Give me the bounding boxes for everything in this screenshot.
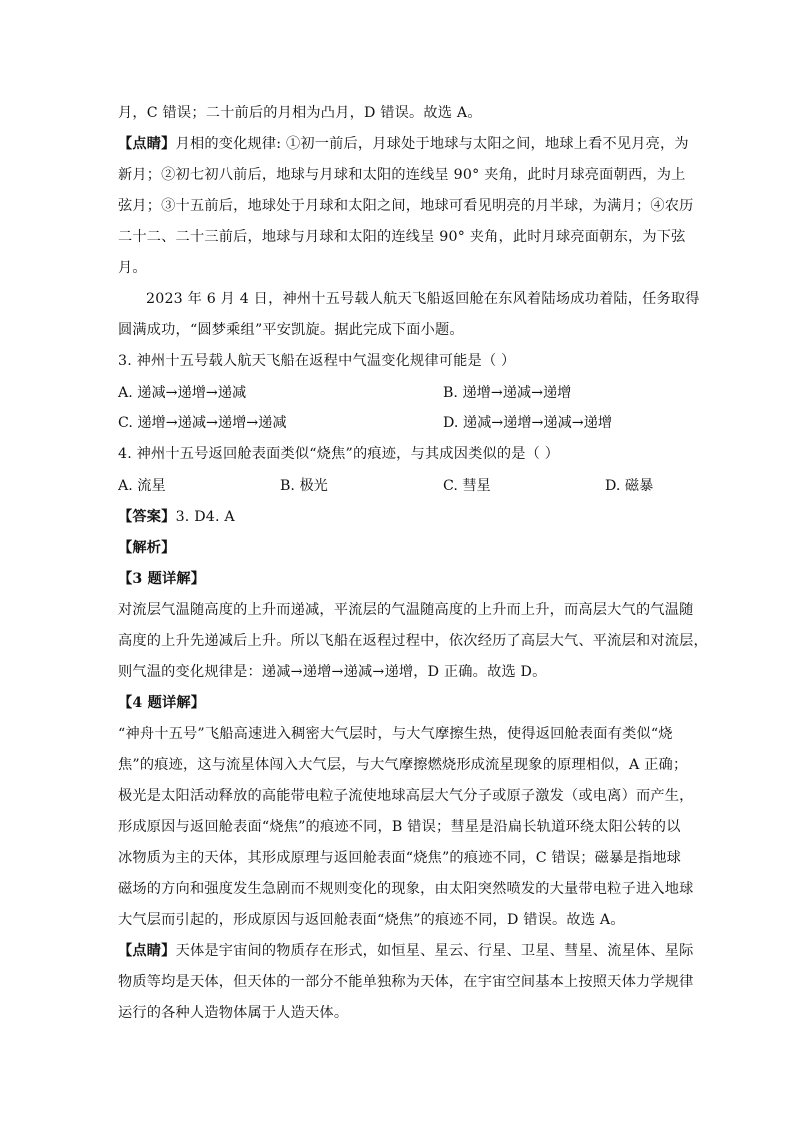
passage-line-1: 2023 年 6 月 4 日，神州十五号载人航天飞船返回舱在东风着陆场成功着陆，任务取得 (146, 291, 700, 307)
answer-line (118, 507, 235, 527)
tip1-text-1: 月相的变化规律: ①初一前后，月球处于地球与太阳之间，地球上看不见月亮，为 (175, 136, 689, 152)
tip1-line-1 (118, 134, 689, 154)
detail-3-line-3: 则气温的变化规律是：递减→递增→递减→递增，D 正确。故选 D。 (118, 664, 547, 680)
detail-4-line-5: 冰物质为主的天体，其形成原理与返回舱表面“烧焦”的痕迹不同，C 错误；磁暴是指地球 (118, 850, 682, 866)
tip1-line-4: 二十二、二十三前后，地球与月球和太阳的连线呈 90° 夹角，此时月球亮面朝东，为下弦 (118, 229, 686, 245)
prev-explanation-line: 月，C 错误；二十前后的月相为凸月，D 错误。故选 A。 (118, 105, 482, 121)
tip1-line-5: 月。 (118, 260, 147, 276)
question-3-option-a: A. 递减→递增→递减 (118, 385, 247, 401)
detail-4-line-2: 焦”的痕迹，这与流星体闯入大气层，与大气摩擦燃烧形成流星现象的原理相似，A 正确； (118, 757, 688, 773)
tip2-line-1 (118, 941, 694, 961)
tip1-label: 【点睛】 (118, 136, 176, 152)
passage-line-2: 圆满成功，“圆梦乘组”平安凯旋。据此完成下面小题。 (118, 322, 464, 338)
question-4-option-c: C. 彗星 (443, 478, 491, 494)
detail-4-line-6: 磁场的方向和强度发生急剧而不规则变化的现象，由太阳突然喷发的大量带电粒子进入地球 (118, 881, 694, 897)
answer-text: 3. D4. A (175, 509, 235, 525)
answer-label: 【答案】 (118, 509, 176, 525)
question-4-option-d: D. 磁暴 (605, 478, 654, 494)
tip2-label: 【点睛】 (118, 943, 176, 959)
detail-4-line-4: 形成原因与返回舱表面“烧焦”的痕迹不同，B 错误；彗星是沿扁长轨道环绕太阳公转的以 (118, 819, 681, 835)
question-3-stem: 3. 神州十五号载人航天飞船在返程中气温变化规律可能是（ ） (118, 353, 516, 369)
detail-4-heading: 【4 题详解】 (118, 695, 206, 711)
question-3-option-b: B. 递增→递减→递增 (443, 385, 572, 401)
question-4-option-a: A. 流星 (118, 478, 166, 494)
detail-4-line-7: 大气层而引起的，形成原因与返回舱表面“烧焦”的痕迹不同，D 错误。故选 A。 (118, 912, 625, 928)
question-3-option-c: C. 递增→递减→递增→递减 (118, 415, 287, 431)
detail-3-line-1: 对流层气温随高度的上升而递减，平流层的气温随高度的上升而上升，而高层大气的气温随 (118, 602, 694, 618)
question-4-stem: 4. 神州十五号返回舱表面类似“烧焦”的痕迹，与其成因类似的是（ ） (118, 446, 560, 462)
tip2-line-3: 运行的各种人造物体属于人造天体。 (118, 1005, 349, 1021)
tip2-line-2: 物质等均是天体，但天体的一部分不能单独称为天体，在宇宙空间基本上按照天体力学规律 (118, 974, 694, 990)
detail-3-heading: 【3 题详解】 (118, 571, 206, 587)
tip1-line-2: 新月；②初七初八前后，地球与月球和太阳的连线呈 90° 夹角，此时月球亮面朝西，为上 (118, 167, 686, 183)
analysis-heading: 【解析】 (118, 540, 176, 556)
tip1-line-3: 弦月；③十五前后，地球处于月球和太阳之间，地球可看见明亮的月半球，为满月；④农历 (118, 198, 694, 214)
detail-4-line-1: “神舟十五号”飞船高速进入稠密大气层时，与大气摩擦生热，使得返回舱表面有类似“烧 (118, 726, 673, 742)
detail-3-line-2: 高度的上升先递减后上升。所以飞船在返程过程中，依次经历了高层大气、平流层和对流层， (118, 633, 708, 649)
detail-4-line-3: 极光是太阳活动释放的高能带电粒子流使地球高层大气分子或原子激发（或电离）而产生， (118, 788, 694, 804)
tip2-text-1: 天体是宇宙间的物质存在形式，如恒星、星云、行星、卫星、彗星、流星体、星际 (175, 943, 694, 959)
question-3-option-d: D. 递减→递增→递减→递增 (443, 415, 613, 431)
question-4-option-b: B. 极光 (280, 478, 328, 494)
